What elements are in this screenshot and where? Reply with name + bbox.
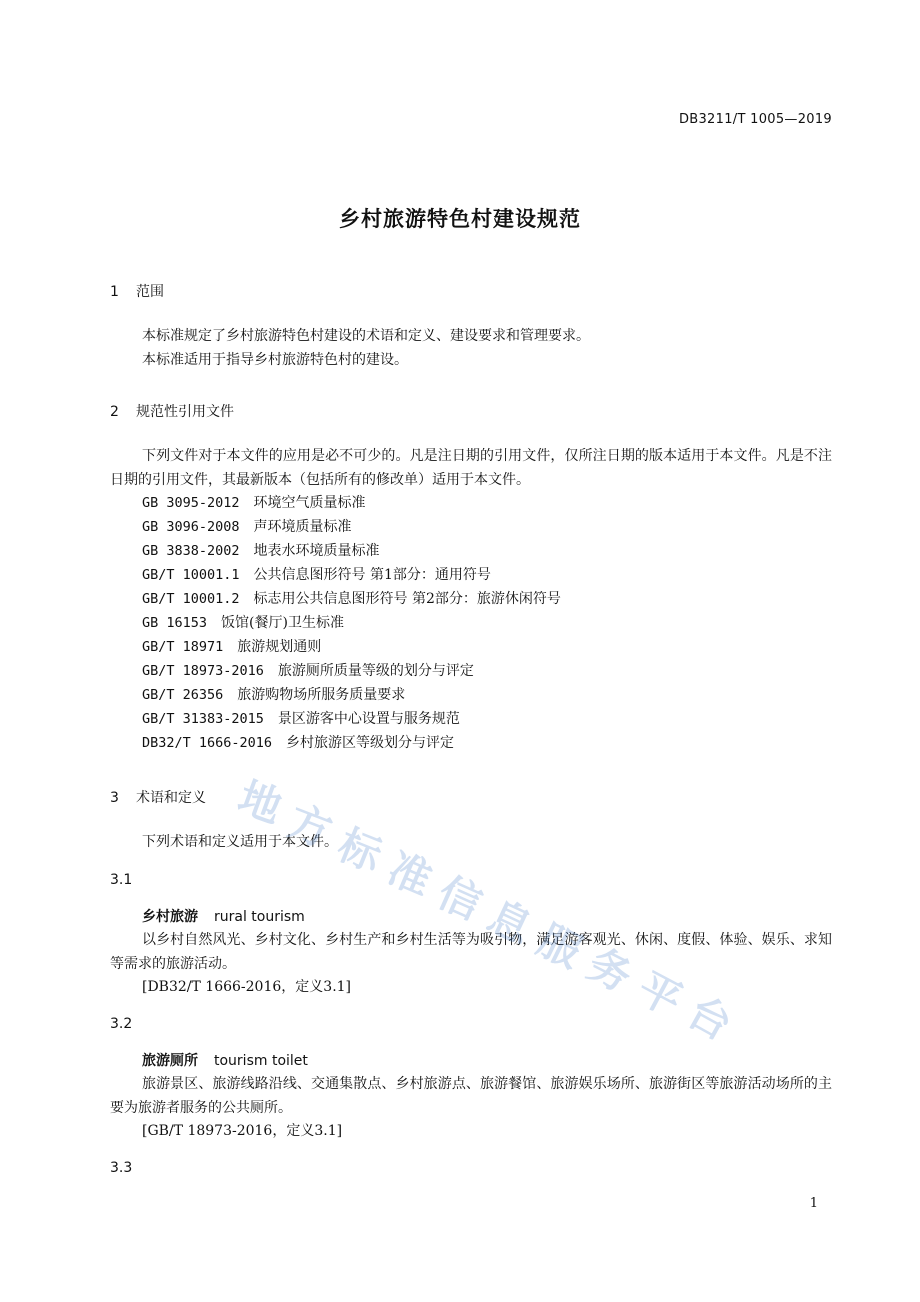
term-number: 3.1 <box>110 872 133 888</box>
watermark-char: 平 <box>629 962 690 1026</box>
reference-item <box>142 564 491 584</box>
section-title: 范围 <box>136 284 164 300</box>
section-heading-2 <box>110 401 234 421</box>
term-chinese: 乡村旅游 <box>142 909 198 925</box>
reference-title: 地表水环境质量标准 <box>253 543 380 559</box>
reference-title: 旅游购物场所服务质量要求 <box>237 687 406 703</box>
reference-title: 声环境质量标准 <box>253 519 352 535</box>
term-definition: 以乡村自然风光、乡村文化、乡村生产和乡村生活等为吸引物，满足游客观光、休闲、度假、体验、娱乐、求知等需求的旅游活动。 <box>110 932 832 972</box>
term-english: tourism toilet <box>214 1053 308 1069</box>
reference-code: GB 16153 <box>142 615 208 631</box>
term-heading <box>142 1050 308 1070</box>
term-english: rural tourism <box>214 909 305 925</box>
reference-title: 饭馆(餐厅)卫生标准 <box>221 615 344 631</box>
term-chinese: 旅游厕所 <box>142 1053 198 1069</box>
reference-title: 旅游厕所质量等级的划分与评定 <box>277 663 474 679</box>
reference-code: GB 3838-2002 <box>142 543 240 559</box>
watermark-char: 台 <box>679 986 741 1050</box>
paragraph: 本标准适用于指导乡村旅游特色村的建设。 <box>142 352 408 368</box>
reference-title: 乡村旅游区等级划分与评定 <box>286 735 455 751</box>
section-number: 2 <box>110 404 119 420</box>
reference-code: GB/T 10001.1 <box>142 567 240 583</box>
reference-title: 标志用公共信息图形符号 第2部分：旅游休闲符号 <box>253 591 561 607</box>
reference-code: GB/T 31383-2015 <box>142 711 264 727</box>
paragraph: 下列术语和定义适用于本文件。 <box>142 834 338 850</box>
section-title: 术语和定义 <box>136 790 206 806</box>
reference-code: GB/T 18971 <box>142 639 224 655</box>
reference-item <box>142 660 474 680</box>
section-heading-1 <box>110 281 164 301</box>
term-definition: 旅游景区、旅游线路沿线、交通集散点、乡村旅游点、旅游餐馆、旅游娱乐场所、旅游街区等旅游活动场所的主要为旅游者服务的公共厕所。 <box>110 1076 832 1116</box>
term-number: 3.3 <box>110 1160 133 1176</box>
reference-title: 旅游规划通则 <box>237 639 322 655</box>
term-source: [GB/T 18973-2016，定义3.1] <box>142 1123 343 1139</box>
reference-code: GB/T 26356 <box>142 687 224 703</box>
watermark-char: 息 <box>480 891 540 954</box>
watermark-char: 服 <box>530 915 590 978</box>
watermark-char: 地 <box>232 772 289 833</box>
paragraph: 本标准规定了乡村旅游特色村建设的术语和定义、建设要求和管理要求。 <box>142 328 590 344</box>
reference-code: GB 3096-2008 <box>142 519 240 535</box>
reference-item <box>142 684 405 704</box>
document-number: DB3211/T 1005—2019 <box>678 112 832 127</box>
reference-item <box>142 708 460 728</box>
term-number: 3.2 <box>110 1016 133 1032</box>
reference-code: GB/T 18973-2016 <box>142 663 264 679</box>
section-number: 1 <box>110 284 119 300</box>
watermark-char: 方 <box>281 795 339 857</box>
watermark-char: 准 <box>381 843 439 906</box>
reference-title: 景区游客中心设置与服务规范 <box>277 711 460 727</box>
section-number: 3 <box>110 790 119 806</box>
page-number: 1 <box>809 1196 818 1211</box>
reference-title: 环境空气质量标准 <box>253 495 366 511</box>
reference-item <box>142 516 352 536</box>
reference-item <box>142 588 561 608</box>
term-source: [DB32/T 1666-2016，定义3.1] <box>142 979 352 995</box>
watermark-char: 务 <box>580 938 640 1002</box>
term-heading <box>142 906 305 926</box>
reference-code: GB/T 10001.2 <box>142 591 240 607</box>
reference-item <box>142 636 321 656</box>
watermark-char: 信 <box>430 867 490 930</box>
reference-item <box>142 612 344 632</box>
paragraph: 下列文件对于本文件的应用是必不可少的。凡是注日期的引用文件，仅所注日期的版本适用于本文件。凡是不注日期的引用文件，其最新版本（包括所有的修改单）适用于本文件。 <box>110 448 832 488</box>
section-title: 规范性引用文件 <box>136 404 234 420</box>
reference-code: GB 3095-2012 <box>142 495 240 511</box>
reference-item <box>142 492 366 512</box>
section-heading-3 <box>110 787 206 807</box>
reference-title: 公共信息图形符号 第1部分：通用符号 <box>253 567 491 583</box>
watermark-char: 标 <box>331 819 389 881</box>
reference-item <box>142 732 454 752</box>
reference-code: DB32/T 1666-2016 <box>142 735 273 751</box>
document-title: 乡村旅游特色村建设规范 <box>339 207 581 231</box>
reference-item <box>142 540 380 560</box>
